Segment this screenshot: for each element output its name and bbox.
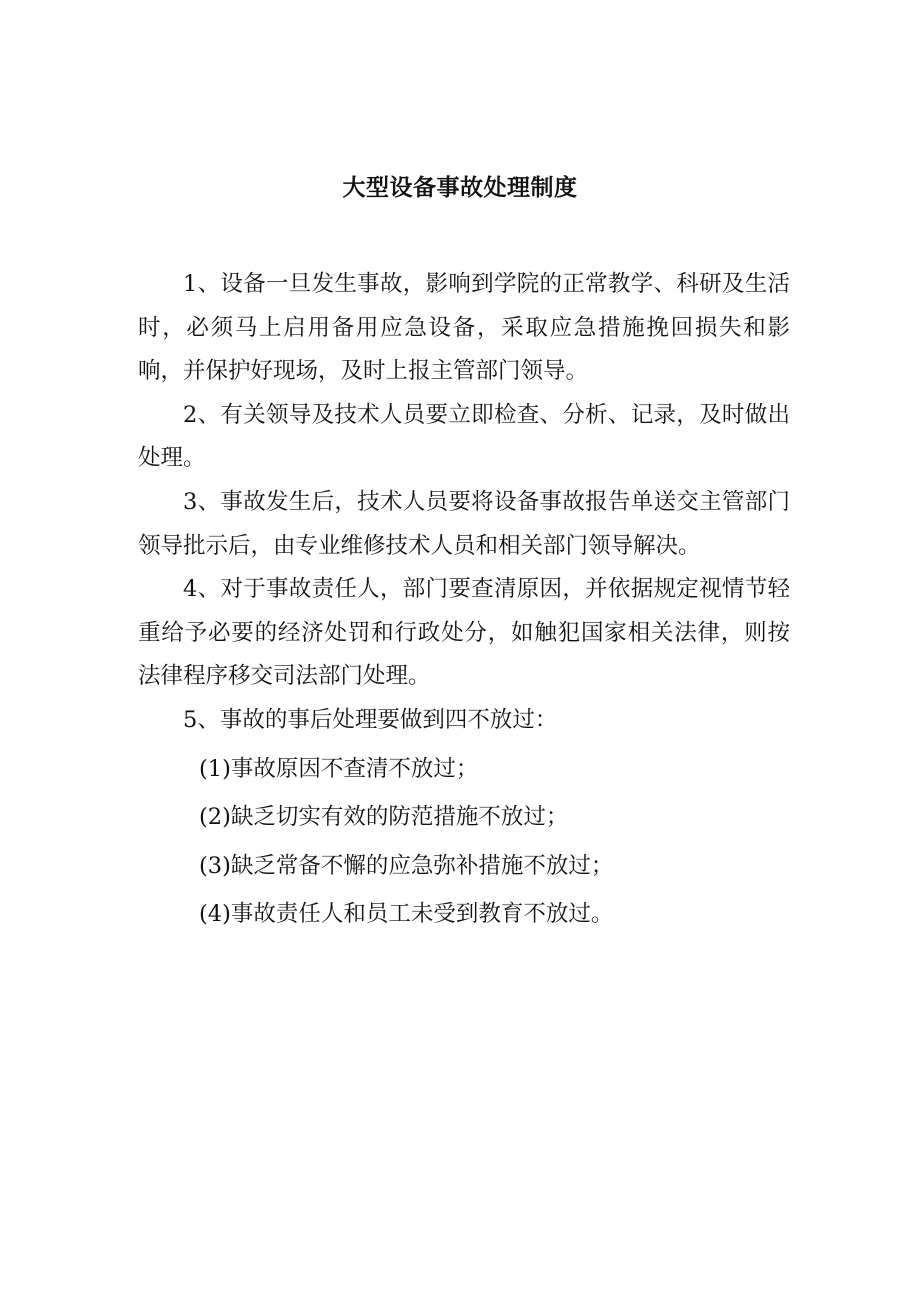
paragraph-2: 2、有关领导及技术人员要立即检查、分析、记录，及时做出处理。 bbox=[138, 401, 790, 472]
document-title: 大型设备事故处理制度 bbox=[342, 174, 578, 201]
document-body bbox=[138, 263, 790, 939]
paragraph-1: 1、设备一旦发生事故，影响到学院的正常教学、科研及生活时，必须马上启用备用应急设备，采取应急措施挽回损失和影响，并保护好现场，及时上报主管部门领导。 bbox=[138, 271, 790, 385]
paragraph-5: 5、事故的事后处理要做到四不放过： bbox=[183, 706, 558, 733]
sub-item-2: (2)缺乏切实有效的防范措施不放过； bbox=[199, 804, 569, 831]
sub-item-4: (4)事故责任人和员工未受到教育不放过。 bbox=[199, 901, 614, 928]
paragraph-3: 3、事故发生后，技术人员要将设备事故报告单送交主管部门领导批示后，由专业维修技术人员和相关部门领导解决。 bbox=[138, 488, 790, 559]
sub-item-3: (3)缺乏常备不懈的应急弥补措施不放过； bbox=[199, 852, 614, 879]
sub-item-1: (1)事故原因不查清不放过； bbox=[199, 755, 479, 782]
paragraph-4: 4、对于事故责任人，部门要查清原因，并依据规定视情节轻重给予必要的经济处罚和行政处分，如触犯国家相关法律，则按法律程序移交司法部门处理。 bbox=[138, 576, 790, 690]
